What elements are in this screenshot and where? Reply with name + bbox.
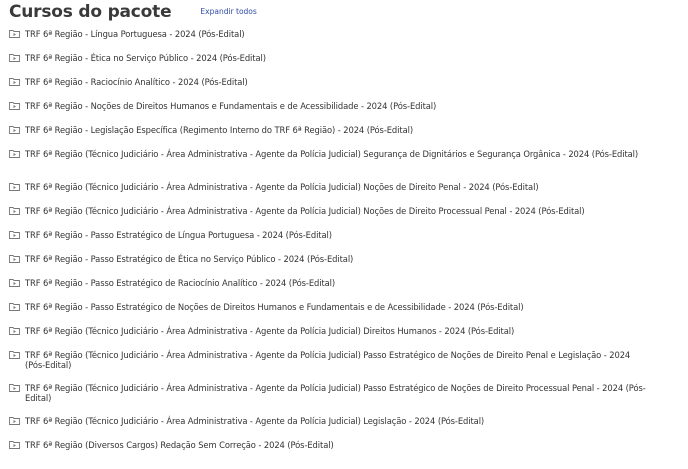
package-header	[9, 2, 257, 22]
folder-icon	[9, 30, 20, 38]
expand-all-link[interactable]: Expandir todos	[200, 7, 257, 16]
folder-icon	[9, 303, 20, 311]
folder-icon	[9, 207, 20, 215]
folder-icon	[9, 126, 20, 134]
course-label: TRF 6ª Região - Língua Portuguesa - 2024 (Pós-Edital)	[25, 29, 245, 39]
course-item[interactable]	[9, 321, 649, 345]
course-item[interactable]	[9, 177, 649, 201]
course-label: TRF 6ª Região - Ética no Serviço Público - 2024 (Pós-Edital)	[25, 53, 266, 63]
folder-icon	[9, 441, 20, 449]
folder-icon	[9, 417, 20, 425]
course-label: TRF 6ª Região - Noções de Direitos Humanos e Fundamentais e de Acessibilidade - 2024 (Pós-Edital)	[25, 101, 437, 111]
course-item[interactable]	[9, 48, 649, 72]
course-label: TRF 6ª Região (Técnico Judiciário - Área Administrativa - Agente da Polícia Judicial) Passo Estratégico de Noções de Direito Processual Penal - 2024 (Pós-Edital)	[25, 383, 646, 403]
folder-icon	[9, 384, 20, 392]
course-label: TRF 6ª Região (Técnico Judiciário - Área Administrativa - Agente da Polícia Judicial) Noções de Direito Penal - 2024 (Pós-Edital)	[25, 182, 539, 192]
course-label: TRF 6ª Região - Raciocínio Analítico - 2024 (Pós-Edital)	[25, 77, 248, 87]
course-item[interactable]	[9, 297, 649, 321]
course-label: TRF 6ª Região - Passo Estratégico de Noções de Direitos Humanos e Fundamentais e de Acessibilidade - 2024 (Pós-Edital)	[25, 302, 524, 312]
folder-icon	[9, 78, 20, 86]
course-label: TRF 6ª Região (Técnico Judiciário - Área Administrativa - Agente da Polícia Judicial) Segurança de Dignitários e Segurança Orgânica - 2024 (Pós-Edital)	[25, 149, 639, 159]
course-item[interactable]	[9, 144, 649, 177]
course-label: TRF 6ª Região (Técnico Judiciário - Área Administrativa - Agente da Polícia Judicial) Noções de Direito Processual Penal - 2024 (Pós-Edital)	[25, 206, 585, 216]
course-item[interactable]	[9, 249, 649, 273]
course-item[interactable]	[9, 201, 649, 225]
course-label: TRF 6ª Região - Passo Estratégico de Língua Portuguesa - 2024 (Pós-Edital)	[25, 230, 332, 240]
course-label: TRF 6ª Região - Passo Estratégico de Raciocínio Analítico - 2024 (Pós-Edital)	[25, 278, 336, 288]
course-item[interactable]	[9, 345, 649, 378]
course-item[interactable]	[9, 378, 649, 411]
course-item[interactable]	[9, 273, 649, 297]
folder-icon	[9, 279, 20, 287]
course-label: TRF 6ª Região - Legislação Específica (Regimento Interno do TRF 6ª Região) - 2024 (Pós-Edital)	[25, 125, 413, 135]
course-list	[9, 24, 649, 459]
course-item[interactable]	[9, 411, 649, 435]
course-item[interactable]	[9, 24, 649, 48]
course-label: TRF 6ª Região (Técnico Judiciário - Área Administrativa - Agente da Polícia Judicial) Passo Estratégico de Noções de Direito Penal e Legislação - 2024 (Pós-Edital)	[25, 350, 631, 370]
course-item[interactable]	[9, 120, 649, 144]
folder-icon	[9, 255, 20, 263]
folder-icon	[9, 327, 20, 335]
course-label: TRF 6ª Região (Técnico Judiciário - Área Administrativa - Agente da Polícia Judicial) Direitos Humanos - 2024 (Pós-Edital)	[25, 326, 515, 336]
course-label: TRF 6ª Região (Técnico Judiciário - Área Administrativa - Agente da Polícia Judicial) Legislação - 2024 (Pós-Edital)	[25, 416, 485, 426]
course-label: TRF 6ª Região - Passo Estratégico de Ética no Serviço Público - 2024 (Pós-Edital)	[25, 254, 354, 264]
course-item[interactable]	[9, 72, 649, 96]
folder-icon	[9, 102, 20, 110]
folder-icon	[9, 183, 20, 191]
course-item[interactable]	[9, 225, 649, 249]
course-item[interactable]	[9, 96, 649, 120]
folder-icon	[9, 231, 20, 239]
folder-icon	[9, 351, 20, 359]
folder-icon	[9, 150, 20, 158]
page-title: Cursos do pacote	[9, 2, 172, 22]
course-item[interactable]	[9, 435, 649, 459]
folder-icon	[9, 54, 20, 62]
course-label: TRF 6ª Região (Diversos Cargos) Redação Sem Correção - 2024 (Pós-Edital)	[25, 440, 334, 450]
